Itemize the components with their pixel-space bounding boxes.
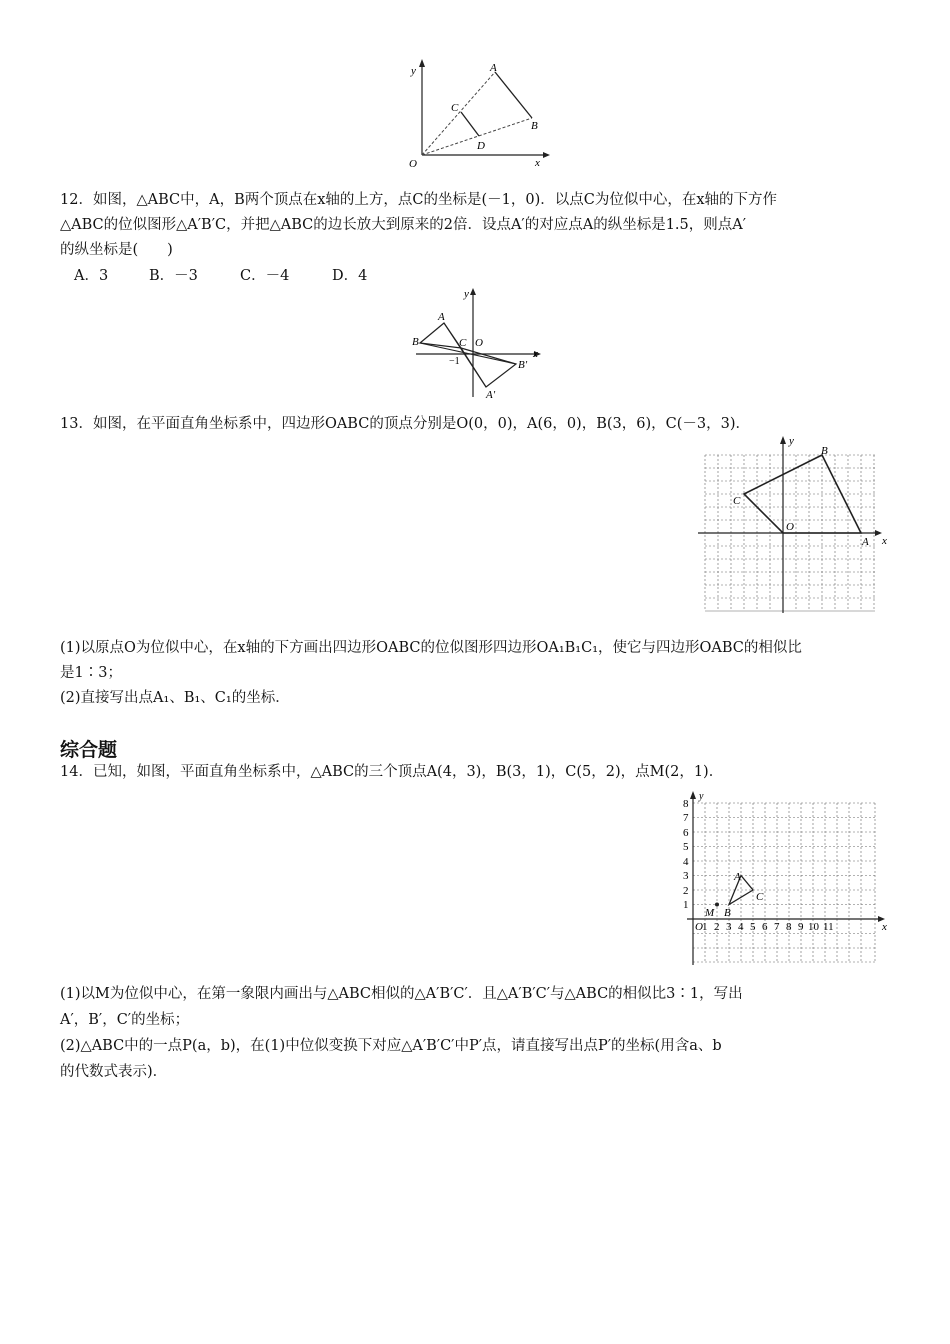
y-axis-label: y [789, 435, 794, 447]
x-tick-label: 2 [714, 921, 720, 933]
q13-line-1: 13．如图，在平面直角坐标系中，四边形OABC的顶点分别是O(0，0)，A(6，0)，B(3，6)，C(－3，3)． [60, 416, 750, 432]
q12-line-2: △ABC的位似图形△A′B′C，并把△ABC的边长放大到原来的2倍．设点A′的对应点A的纵坐标是1.5，则点A′ [60, 217, 747, 233]
y-tick-label: 8 [683, 798, 689, 810]
x-tick-label: 8 [786, 921, 792, 933]
origin-label: O [475, 337, 483, 349]
point-b-label: B [531, 120, 538, 132]
q14-sub2-line-1: (2)△ABC中的一点P(a，b)，在(1)中位似变换下对应△A′B′C′中P′点，请直接写出点P′的坐标(用含a、b [60, 1038, 722, 1054]
q13-sub1-line-1: (1)以原点O为位似中心，在x轴的下方画出四边形OABC的位似图形四边形OA₁B₁C₁，使它与四边形OABC的相似比 [60, 640, 802, 656]
y-tick-labels [683, 798, 689, 911]
x-tick-label: 6 [762, 921, 768, 933]
x-tick-label: 9 [798, 921, 804, 933]
point-b-label: B [724, 907, 731, 919]
y-tick-label: 4 [683, 856, 689, 868]
point-c-label: C [733, 495, 741, 507]
q14-sub2-line-2: 的代数式表示)． [60, 1064, 168, 1080]
y-tick-label: 3 [683, 870, 689, 882]
origin-label: O [695, 921, 703, 933]
figure-3 [690, 430, 900, 615]
q14-sub1-line-1: (1)以M为位似中心，在第一象限内画出与△ABC相似的△A′B′C′．且△A′B′C′与△ABC的相似比3∶1，写出 [60, 986, 743, 1002]
point-a-label: A [490, 62, 497, 74]
x-tick-label: 11 [823, 921, 834, 933]
q12-option-c: C．－4 [240, 268, 290, 284]
y-axis-label: y [699, 791, 704, 802]
x-axis-label: x [535, 157, 540, 169]
q12-option-b: B．－3 [149, 268, 198, 284]
q12-line-1: 12．如图，△ABC中，A，B两个顶点在x轴的上方，点C的坐标是(－1，0)．以点C为位似中心，在x轴的下方作 [60, 192, 778, 208]
tick-neg1-label: −1 [449, 356, 460, 367]
figure-1 [395, 55, 555, 175]
y-tick-label: 6 [683, 827, 689, 839]
origin-label: O [786, 521, 794, 533]
point-b-prime-label: B′ [518, 359, 528, 371]
point-b-label: B [412, 336, 419, 348]
point-d-label: D [477, 140, 485, 152]
q14-line-1: 14．已知，如图，平面直角坐标系中，△ABC的三个顶点A(4，3)，B(3，1)，C(5，2)，点M(2，1)． [60, 764, 724, 780]
x-tick-labels [702, 921, 834, 933]
point-a-prime-label: A′ [486, 389, 496, 400]
x-axis-label: x [882, 921, 887, 933]
figure-2 [408, 285, 548, 400]
point-m-label: M [705, 907, 715, 919]
origin-label: O [409, 158, 417, 170]
point-c-label: C [451, 102, 459, 114]
point-b-label: B [821, 445, 828, 457]
section-title: 综合题 [60, 739, 118, 761]
point-a-label: A [438, 311, 445, 323]
x-tick-label: 3 [726, 921, 732, 933]
q13-sub2: (2)直接写出点A₁、B₁、C₁的坐标． [60, 690, 290, 706]
x-tick-label: 10 [808, 921, 819, 933]
y-axis-label: y [411, 65, 416, 77]
point-a-label: A [734, 871, 741, 883]
point-c-label: C [459, 337, 467, 349]
x-tick-label: 7 [774, 921, 780, 933]
y-tick-label: 2 [683, 885, 689, 897]
y-axis-label: y [464, 288, 469, 300]
x-tick-label: 5 [750, 921, 756, 933]
y-tick-label: 7 [683, 812, 689, 824]
x-axis-label: x [882, 535, 887, 547]
x-tick-label: 4 [738, 921, 744, 933]
point-a-label: A [862, 536, 869, 548]
figure-4 [675, 785, 895, 970]
q12-line-3: 的纵坐标是( ) [60, 242, 173, 258]
q12-option-d: D．4 [332, 268, 368, 284]
q12-option-a: A．3 [74, 268, 109, 284]
q14-sub1-line-2: A′，B′，C′的坐标； [60, 1012, 190, 1028]
point-c-label: C [756, 891, 764, 903]
y-tick-label: 1 [683, 899, 689, 911]
x-axis-label: x [533, 348, 538, 360]
x-tick-label: 1 [702, 921, 708, 933]
y-tick-label: 5 [683, 841, 689, 853]
q13-sub1-line-2: 是1∶3； [60, 665, 122, 681]
